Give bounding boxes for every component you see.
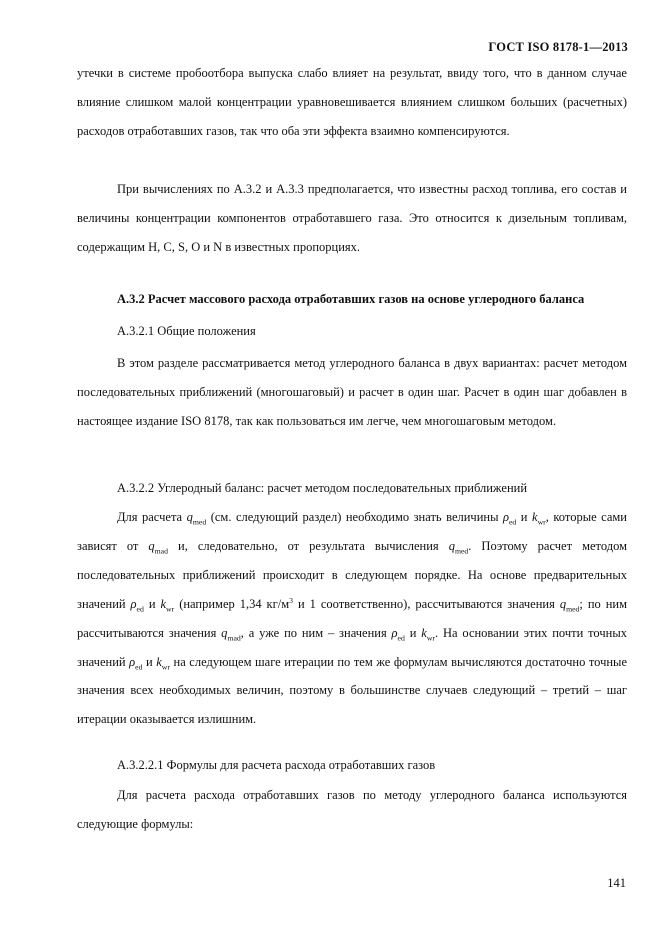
paragraph-assumptions: При вычислениях по А.3.2 и А.3.3 предполагается, что известны расход топлива, его состав и величины концентрации компонентов отработавшего газа. Это относится к дизельным топливам, содержащим H, C, S, O и N в известных пропорциях. <box>77 182 627 254</box>
section-heading-a-3-2: А.3.2 Расчет массового расхода отработавших газов на основе углеродного баланса <box>117 292 585 306</box>
subsection-heading-a-3-2-1: А.3.2.1 Общие положения <box>117 324 256 338</box>
subsection-heading-a-3-2-2: А.3.2.2 Углеродный баланс: расчет методом последовательных приближений <box>117 481 528 495</box>
paragraph-formulas-intro: Для расчета расхода отработавших газов по методу углеродного баланса используются следующие формулы: <box>77 788 627 831</box>
subsection-heading-a-3-2-2-1: А.3.2.2.1 Формулы для расчета расхода отработавших газов <box>117 758 436 772</box>
page-number: 141 <box>607 876 626 890</box>
paragraph-iteration: Для расчета $q_{med}$ (см. следующий раздел) необходимо знать величины $\rho_{ed}$ и $k_{wr}$, которые сами зависят от $q_{mad}$ и, следовательно, от результата вычисления $q_{med}$. Поэтому расчет методом последовательных приближений происходит в следующем порядке. На основе предварительных значений $\rho_{ed}$ и $k_{wr}$ (например 1,34 $кг/м^3$ и 1 соответственно), рассчитываются значения $q_{med}$; по ним рассчитываются значения $q_{mad}$, а уже по ним – значения $\rho_{ed}$ и $k_{wr}$. На основании этих почти точных значений $\rho_{ed}$ и $k_{wr}$ на следующем шаге итерации по тем же формулам вычисляются достаточно точные значения всех необходимых величин, поэтому в большинстве случаев следующий – третий – шаг итерации оказывается излишним. <box>77 510 628 727</box>
document-code-header: ГОСТ ISO 8178-1—2013 <box>488 40 628 54</box>
paragraph-continuation: утечки в системе пробоотбора выпуска слабо влияет на результат, ввиду того, что в данном случае влияние слишком малой концентрации уравновешивается влиянием слишком больших (расчетных) расходов отработавших газов, так что оба эти эффекта взаимно компенсируются. <box>77 66 627 138</box>
paragraph-general: В этом разделе рассматривается метод углеродного баланса в двух вариантах: расчет методом последовательных приближений (многошаговый) и расчет в один шаг. Расчет в один шаг добавлен в настоящее издание ISO 8178, так как пользоваться им легче, чем многошаговым методом. <box>77 356 627 428</box>
